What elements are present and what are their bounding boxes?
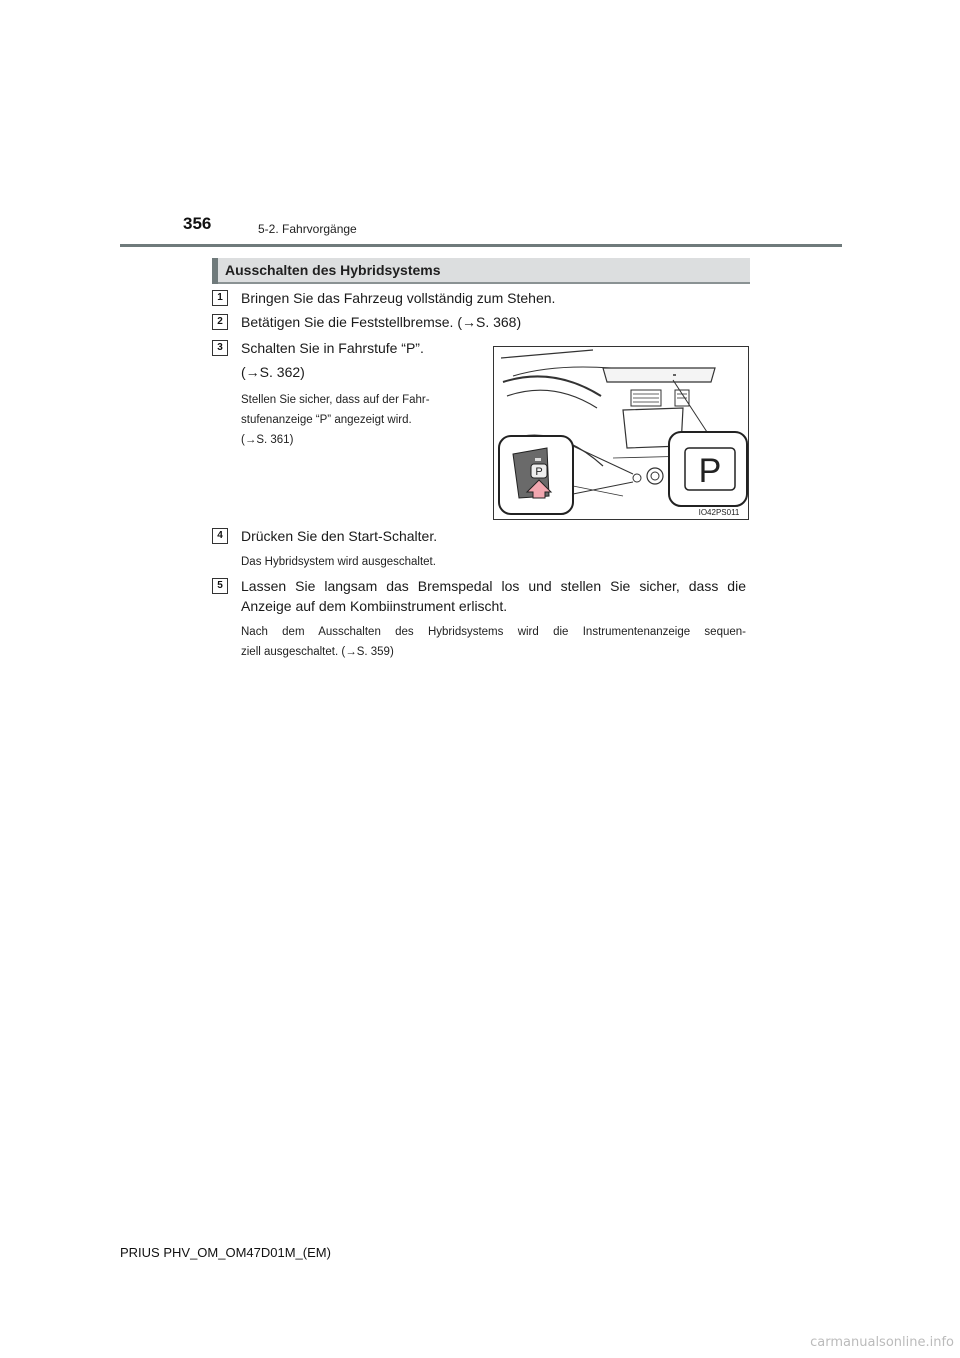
step-5-number: 5 <box>212 578 228 594</box>
step-5-note-line1: Nach dem Ausschalten des Hybridsystems wird die Instrumentenanzeige sequen- <box>241 626 746 638</box>
document-footer: PRIUS PHV_OM_OM47D01M_(EM) <box>120 1245 331 1260</box>
shift-p-illustration <box>493 346 749 520</box>
step-1-number: 1 <box>212 290 228 306</box>
step-3-note-line3: (→S. 361) <box>241 434 294 446</box>
step-3-number: 3 <box>212 340 228 356</box>
step-5-text-line1: Lassen Sie langsam das Bremspedal los und stellen Sie sicher, dass die <box>241 578 746 594</box>
step-4-note: Das Hybridsystem wird ausgeschaltet. <box>241 556 436 568</box>
figure-code: IO42PS011 <box>698 508 740 517</box>
step-2-number: 2 <box>212 314 228 330</box>
watermark: carmanualsonline.info <box>810 1335 954 1350</box>
step-3-text-line2: (→S. 362) <box>241 364 305 380</box>
header-divider <box>120 244 842 247</box>
dashboard-drawing <box>493 346 749 520</box>
section-title: 5-2. Fahrvorgänge <box>258 222 357 236</box>
step-3-note-line1: Stellen Sie sicher, dass auf der Fahr- <box>241 394 430 406</box>
step-3-note-line2: stufenanzeige “P” angezeigt wird. <box>241 414 412 426</box>
step-1-text: Bringen Sie das Fahrzeug vollständig zum Stehen. <box>241 290 556 306</box>
shift-button-p-letter: P <box>535 466 543 478</box>
section-heading <box>212 258 750 284</box>
callout-p-letter: P <box>698 452 722 490</box>
page-number: 356 <box>183 214 212 233</box>
step-4-number: 4 <box>212 528 228 544</box>
step-5-text-line2: Anzeige auf dem Kombiinstrument erlischt. <box>241 598 508 614</box>
step-4-text: Drücken Sie den Start-Schalter. <box>241 528 438 544</box>
step-2-text: Betätigen Sie die Feststellbremse. (→S. 368) <box>241 314 522 330</box>
heading-accent-bar <box>212 258 218 284</box>
step-5-note-line2: ziell ausgeschaltet. (→S. 359) <box>241 646 394 658</box>
heading-text: Ausschalten des Hybridsystems <box>225 262 441 278</box>
step-3-text-line1: Schalten Sie in Fahrstufe “P”. <box>241 340 424 356</box>
